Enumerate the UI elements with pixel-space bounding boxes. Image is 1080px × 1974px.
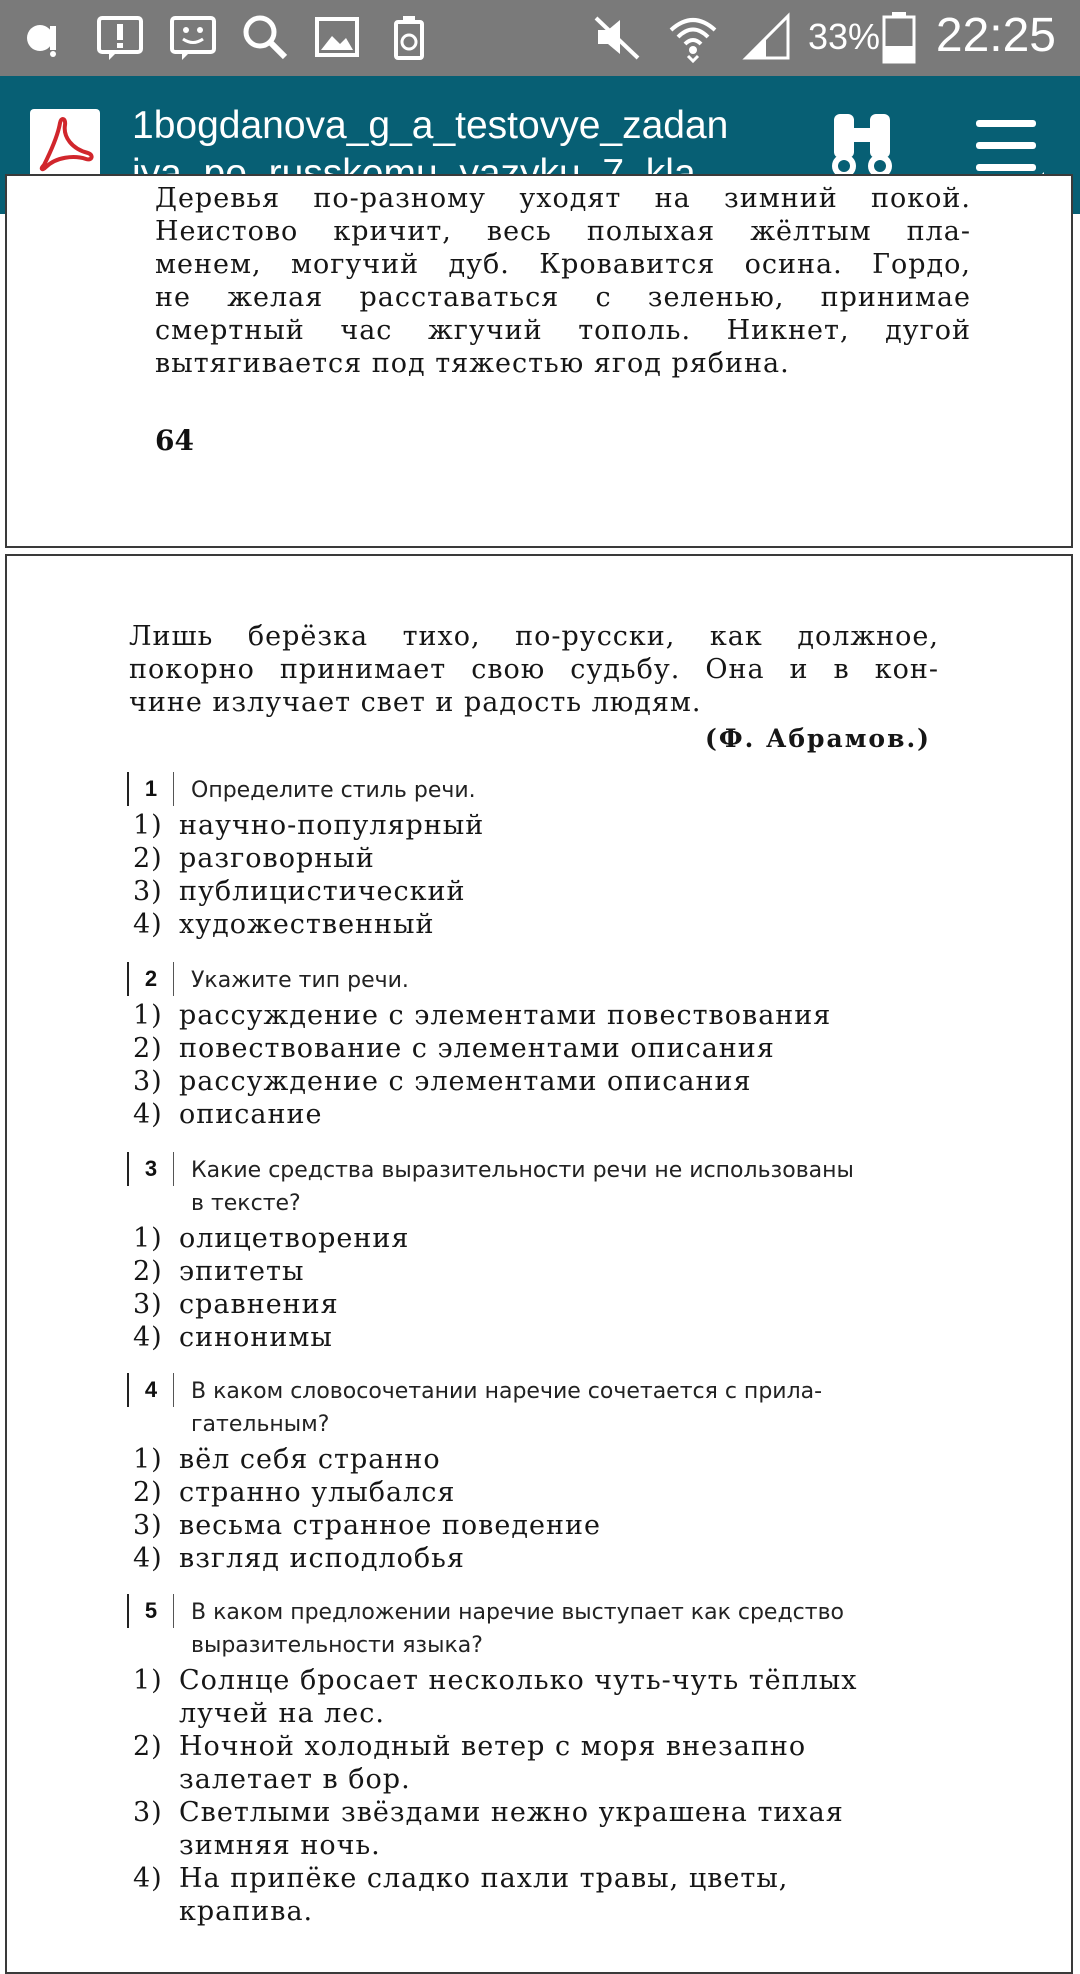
author-signature: (Ф. Абрамов.) (705, 724, 931, 753)
search-icon (240, 12, 290, 62)
option-text: весьма странное поведение (179, 1510, 601, 1541)
option-number: 4) (133, 1543, 163, 1574)
option-number: 2) (133, 1731, 163, 1762)
text-line: Неистово кричит, весь полыхая жёлтым пла- (155, 216, 971, 247)
text-line: чине излучает свет и радость людям. (129, 687, 702, 718)
option-number: 2) (133, 1477, 163, 1508)
option-text: художественный (179, 909, 435, 940)
option-number: 1) (133, 1000, 163, 1031)
question-text-line: В каком словосочетании наречие сочетается с прила- (191, 1379, 823, 1404)
question-number: 3 (127, 1152, 174, 1186)
wifi-icon (668, 12, 718, 62)
alert-icon (95, 12, 145, 62)
question-text-line: выразительности языка? (191, 1633, 483, 1658)
option-text: рассуждение с элементами описания (179, 1066, 752, 1097)
answer-options (133, 1665, 945, 1929)
find-binoculars-icon[interactable] (826, 110, 898, 182)
answer-option (133, 1665, 945, 1731)
option-number: 3) (133, 1289, 163, 1320)
option-number: 2) (133, 1256, 163, 1287)
option-text: странно улыбался (179, 1477, 456, 1508)
option-text: Светлыми звёздами нежно украшена тихая (179, 1797, 844, 1828)
option-text-continued: зимняя ночь. (179, 1830, 381, 1861)
option-number: 4) (133, 1863, 163, 1894)
question-text (191, 774, 941, 807)
option-text: взгляд исподлобья (179, 1543, 465, 1574)
option-number: 4) (133, 1322, 163, 1353)
question-number: 4 (127, 1373, 174, 1407)
option-text-continued: залетает в бор. (179, 1764, 411, 1795)
question-number: 2 (127, 962, 174, 996)
option-text: научно-популярный (179, 810, 485, 841)
text-line: покорно принимает свою судьбу. Она и в кон- (129, 654, 939, 685)
document-viewer[interactable] (0, 183, 1080, 1927)
question-text-line: Какие средства выразительности речи не использованы (191, 1158, 854, 1183)
option-text: Ночной холодный ветер с моря внезапно (179, 1731, 807, 1762)
menu-icon[interactable] (972, 110, 1044, 182)
option-number: 4) (133, 909, 163, 940)
clock: 22:25 (935, 9, 1056, 62)
option-number: 1) (133, 810, 163, 841)
option-text: разговорный (179, 843, 375, 874)
gallery-icon (312, 12, 362, 62)
status-bar (0, 0, 1080, 76)
question-text (191, 964, 941, 997)
option-text: эпитеты (179, 1256, 305, 1287)
option-text: публицистический (179, 876, 466, 907)
question-number: 1 (127, 772, 174, 806)
acrobat-logo-icon (30, 109, 100, 179)
battery-icon (882, 12, 916, 62)
option-text: синонимы (179, 1322, 333, 1353)
question-text (191, 1375, 941, 1441)
option-text: повествование с элементами описания (179, 1033, 775, 1064)
answer-option (133, 1863, 945, 1929)
page-number: 64 (155, 424, 194, 457)
text-line: менем, могучий дуб. Кровавится осина. Гордо, (155, 249, 971, 280)
option-text-continued: лучей на лес. (179, 1698, 385, 1729)
page2-intro-paragraph (129, 620, 939, 719)
mute-icon (592, 12, 642, 62)
pdf-page-65[interactable] (5, 554, 1073, 1974)
signal-icon (742, 12, 792, 62)
question-text-line: Укажите тип речи. (191, 968, 409, 993)
option-number: 2) (133, 1033, 163, 1064)
question-text (191, 1154, 941, 1220)
option-text: олицетворения (179, 1223, 410, 1254)
pdf-page-64[interactable] (5, 174, 1073, 548)
option-text: вёл себя странно (179, 1444, 441, 1475)
option-number: 3) (133, 876, 163, 907)
answer-option (133, 1797, 945, 1863)
text-line: смертный час жгучий тополь. Никнет, дугой (155, 315, 971, 346)
option-text: описание (179, 1099, 323, 1130)
option-number: 3) (133, 1066, 163, 1097)
document-title-line-1: 1bogdanova_g_a_testovye_zadan (132, 104, 729, 147)
question-text-line: В каком предложении наречие выступает как средство (191, 1600, 844, 1625)
text-line: Деревья по-разному уходят на зимний покой. (155, 183, 971, 214)
question-text (191, 1596, 941, 1662)
option-number: 1) (133, 1223, 163, 1254)
recycle-icon (384, 12, 434, 62)
option-text: рассуждение с элементами повествования (179, 1000, 832, 1031)
answer-option (133, 1731, 945, 1797)
option-number: 3) (133, 1510, 163, 1541)
text-line: вытягивается под тяжестью ягод рябина. (155, 348, 790, 379)
question-text-line: гательным? (191, 1412, 330, 1437)
question-text-line: в тексте? (191, 1191, 301, 1216)
question-text-line: Определите стиль речи. (191, 778, 476, 803)
option-number: 4) (133, 1099, 163, 1130)
option-text-continued: крапива. (179, 1896, 314, 1927)
message-icon (168, 12, 218, 62)
option-text: сравнения (179, 1289, 339, 1320)
option-number: 3) (133, 1797, 163, 1828)
battery-percent: 33% (808, 16, 881, 57)
text-line: не желая расставаться с зеленью, принимае (155, 282, 971, 313)
option-number: 1) (133, 1444, 163, 1475)
pdf-file-icon[interactable] (30, 109, 100, 179)
page1-paragraph (155, 182, 971, 380)
option-text: Солнце бросает несколько чуть-чуть тёплых (179, 1665, 858, 1696)
question-number: 5 (127, 1594, 174, 1628)
text-line: Лишь берёзка тихо, по-русски, как должное, (129, 621, 939, 652)
option-text: На припёке сладко пахли травы, цветы, (179, 1863, 789, 1894)
notification-icon (20, 12, 70, 62)
option-number: 2) (133, 843, 163, 874)
option-number: 1) (133, 1665, 163, 1696)
